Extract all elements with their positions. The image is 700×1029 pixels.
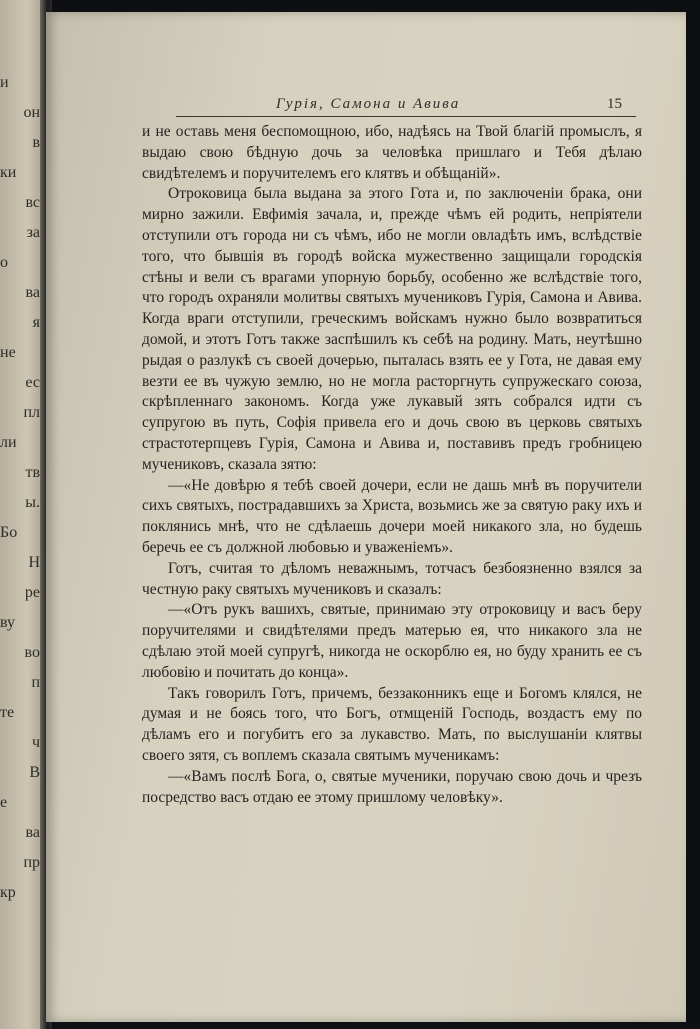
left-page-fragment: пр [23, 854, 40, 871]
left-page-fragment: ва [25, 284, 40, 301]
left-page-fragment: ли [0, 434, 17, 451]
left-page-fragment: ки [0, 164, 17, 181]
left-page-fragment: ес [25, 374, 40, 391]
left-page-fragment: и [0, 74, 9, 91]
paragraph-7: —«Вамъ послѣ Бога, о, святые мученики, поручаю свою дочь и чрезъ посредство васъ отдаю ее этому пришлому человѣку». [142, 767, 642, 806]
paragraph-6: Такъ говорилъ Готъ, причемъ, беззаконникъ еще и Богомъ клялся, не думая и не боясь того, что Богъ, отмщеній Господь, воздастъ ему по дѣламъ его и погубитъ его за лукавство. Мать, по выслушаніи клятвы своего зятя, съ воплемъ сказала святымъ мученикамъ: [142, 684, 642, 764]
paragraph-4: Готъ, считая то дѣломъ неважнымъ, тотчасъ безбоязненно взялся за честную раку святыхъ мучениковъ и сказалъ: [142, 559, 642, 598]
left-page-fragment: Бо [0, 524, 18, 541]
left-page-fragment: е [0, 794, 8, 811]
paragraph-2: Отроковица была выдана за этого Гота и, по заключеніи брака, они мирно зажили. Евфимія зачала, и, прежде чѣмъ ей родить, непріятели отступили отъ города ни съ чѣмъ, ибо не могли овладѣть имъ, вслѣдствіе того, что бывшія въ городѣ войска мужественно защищали городскія стѣны и вели съ врагами упорную борьбу, особенно же вслѣдствіе того, что городъ охраняли молитвы святыхъ мучениковъ Гурія, Самона и Авива. Когда враги отступили, греческимъ войскамъ нужно было возвратиться домой, и этотъ Готъ также заспѣшилъ къ себѣ на родину. Мать, неутѣшно рыдая о разлукѣ съ своей дочерью, пыталась взять ее у Гота, не давая ему везти ее въ чужую землю, но не могла расторгнуть супружескаго союза, скрѣпленнаго закономъ. Когда уже лукавый зять собрался идти съ супругою въ путь, Софія привела его и дочь свою въ церковь святыхъ страстотерпцевъ Гурія, Самона и Авива и, поставивъ предъ гробницею мучениковъ, сказала зятю: [142, 185, 642, 473]
left-page-fragment: ва [25, 824, 40, 841]
page-number: 15 [607, 96, 622, 112]
running-title: Гурія, Самона и Авива [276, 96, 461, 112]
paragraph-1: и не оставь меня беспомощною, ибо, надѣясь на Твой благій промыслъ, я выдаю свою бѣдную дочь за человѣка пришлаго и Тебя дѣлаю свидѣтелемъ и поручителемъ его клятвъ и обѣщаній». [142, 123, 642, 182]
running-header [176, 96, 636, 117]
left-page-fragment: он [23, 104, 40, 121]
left-page-fragment: о [0, 254, 8, 271]
left-page-fragment: за [26, 224, 40, 241]
left-page-fragment: те [0, 704, 15, 721]
left-page-fragment: пл [23, 404, 40, 421]
left-page-fragment: тв [25, 464, 40, 481]
left-page-fragment: ч [31, 734, 40, 751]
left-page-fragment: вс [25, 194, 40, 211]
paragraph-5: —«Отъ рукъ вашихъ, святые, принимаю эту отроковицу и васъ беру поручителями и свидѣтелями предъ матерью ея, что никакого зла не сдѣлаю этой моей супругѣ, никогда не оскорблю ея, но буду хранить ее съ любовію и почитать до конца». [142, 601, 642, 681]
left-page-fragment: В [29, 764, 40, 781]
left-page-fragment: ы. [25, 494, 40, 511]
left-page-fragment: не [0, 344, 16, 361]
left-page-fragment: ре [24, 584, 40, 601]
left-page-fragment: во [24, 644, 40, 661]
left-page-fragment: Н [28, 554, 40, 571]
page-body [142, 122, 642, 808]
left-page-fragment: п [31, 674, 40, 691]
left-page-fragment: кр [0, 884, 16, 901]
left-page-fragment: ву [0, 614, 16, 631]
paragraph-3: —«Не довѣрю я тебѣ своей дочери, если не дашь мнѣ въ поручители сихъ святыхъ, пострадавшихъ за Христа, возьмись же за святую раку ихъ и поклянись мнѣ, что не сдѣлаешь дочери моей никакого зла, но будешь беречь ее съ должной любовью и уваженіемъ». [142, 476, 642, 556]
left-page-fragment: я [32, 314, 40, 331]
left-page-fragment: в [32, 134, 40, 151]
